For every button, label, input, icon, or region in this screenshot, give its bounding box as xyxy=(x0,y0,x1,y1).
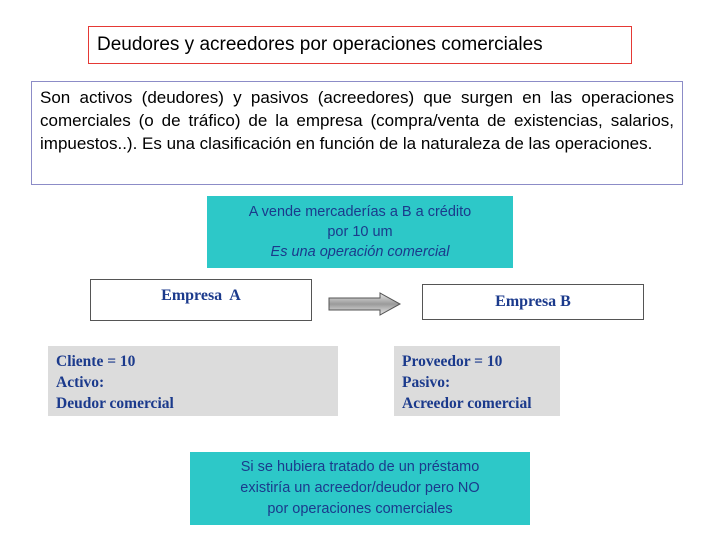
proveedor-line-1: Proveedor = 10 xyxy=(402,353,503,370)
empresa-b-label: Empresa B xyxy=(495,293,571,310)
cliente-line-1: Cliente = 10 xyxy=(56,353,136,370)
slide-title-text: Deudores y acreedores por operaciones comerciales xyxy=(97,34,543,55)
example-line-3: Es una operación comercial xyxy=(270,244,450,260)
slide-title xyxy=(88,26,632,64)
example-line-2: por 10 um xyxy=(327,224,393,240)
note-box xyxy=(190,452,530,525)
note-line-3: por operaciones comerciales xyxy=(267,501,453,517)
empresa-b-box xyxy=(422,284,644,320)
note-line-1: Si se hubiera tratado de un préstamo xyxy=(240,459,480,475)
cliente-line-3: Deudor comercial xyxy=(56,395,174,412)
right-arrow-icon xyxy=(328,292,402,316)
cliente-line-2: Activo: xyxy=(56,374,105,391)
proveedor-line-2: Pasivo: xyxy=(402,374,451,391)
example-box xyxy=(207,196,513,268)
intro-text: Son activos (deudores) y pasivos (acreedores) que surgen en las operaciones comerciales (o de tráfico) de la empresa (compra/venta de existencias, salarios, impuestos..). Es una clasificación en función de la naturaleza de las operaciones. xyxy=(40,88,674,153)
example-line-1: A vende mercaderías a B a crédito xyxy=(248,204,472,220)
intro-paragraph xyxy=(31,81,683,185)
note-line-2: existiría un acreedor/deudor pero NO xyxy=(240,480,480,496)
proveedor-line-3: Acreedor comercial xyxy=(402,395,532,412)
cliente-box xyxy=(48,346,338,416)
proveedor-box xyxy=(394,346,560,416)
empresa-a-label: Empresa A xyxy=(161,287,241,304)
empresa-a-box xyxy=(90,279,312,321)
